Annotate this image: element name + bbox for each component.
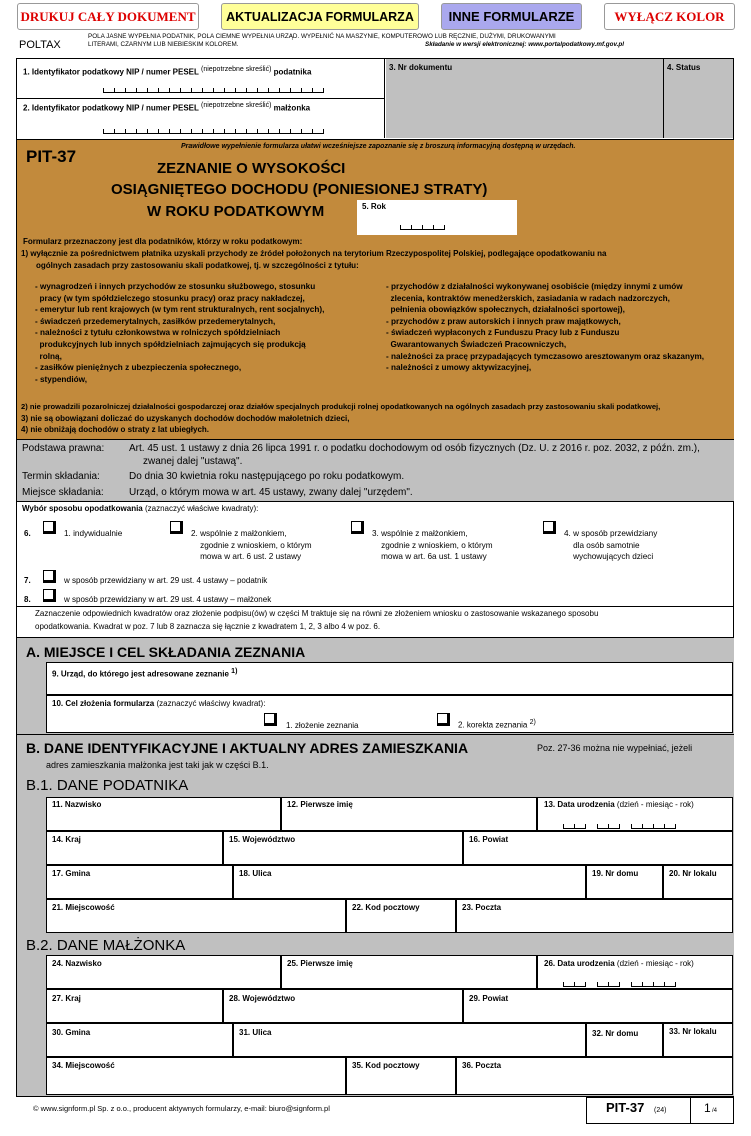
tax-opt-4-checkbox[interactable]	[543, 521, 556, 534]
basis-label: Podstawa prawna:	[22, 443, 105, 454]
pos7-label: 7.	[24, 576, 31, 585]
title-line-3: W ROKU PODATKOWYM	[147, 203, 325, 220]
deadline-label: Termin składania:	[22, 471, 100, 482]
field-9-label: 9. Urząd, do którego jest adresowane zeznanie $^{1)}$	[52, 668, 238, 679]
intro-line-3: 3) nie są obowiązani doliczać do uzyskanych dochodów dochodów małoletnich dzieci,	[21, 414, 350, 423]
field-3-label: 3. Nr dokumentu	[389, 63, 453, 72]
field-22-label: 22. Kod pocztowy	[352, 903, 420, 912]
spouse-street-field[interactable]	[233, 1023, 586, 1057]
intro-line-2: 2) nie prowadzili pozarolniczej działalności gospodarczej oraz działów specjalnych produkcji rolnej opodatkowanych na ogólnych zasadach przy zastosowaniu skali podatkowej,	[21, 402, 661, 411]
poltax-label: POLTAX	[19, 39, 61, 51]
fill-instructions-2: LITERAMI, CZARNYM LUB NIEBIESKIM KOLOREM.	[88, 41, 239, 48]
intro-line-0: Formularz przeznaczony jest dla podatników, którzy w roku podatkowym:	[23, 237, 303, 246]
section-b-note-2: adres zamieszkania małżonka jest taki jak w części B.1.	[46, 760, 269, 770]
section-a-title: A. MIEJSCE I CEL SKŁADANIA ZEZNANIA	[26, 644, 306, 660]
field-12-label: 12. Pierwsze imię	[287, 800, 353, 809]
color-off-button[interactable]: WYŁĄCZ KOLOR	[604, 3, 735, 30]
taxation-title: Wybór sposobu opodatkowania (zaznaczyć właściwe kwadraty):	[22, 504, 259, 513]
update-form-button[interactable]: AKTUALIZACJA FORMULARZA	[221, 3, 419, 30]
tax-opt-2-label: 2. wspólnie z małżonkiem, zgodnie z wnioskiem, o którym mowa w art. 6 ust. 2 ustawy	[191, 529, 312, 562]
footer-version: (24)	[654, 1107, 667, 1114]
purpose-opt-1-label: 1. złożenie zeznania	[286, 721, 359, 730]
dob-month[interactable]	[597, 824, 620, 829]
field-2-input[interactable]	[103, 129, 324, 134]
income-list-right: - przychodów z działalności wykonywanej osobiście (między innymi z umów zlecenia, kontraktów menedżerskich, zasiadania w radach nadzorczych, pełnienia obowiązków społecznych, działalności sportowej), - przychodów z praw autorskich i innych praw majątkowych, - świadczeń wypłaconych z Funduszu Pracy lub z Funduszu Gwarantowanych Świadczeń Pracowniczych, - należności za pracę przypadających tymczasowo aresztowanym oraz skazanym, - należności z umowy aktywizacyjnej,	[386, 282, 705, 373]
dob-day[interactable]	[563, 824, 586, 829]
place-label: Miejsce składania:	[22, 487, 104, 498]
footer-pages: /4	[712, 1108, 718, 1114]
field-34-label: 34. Miejscowość	[52, 1061, 115, 1070]
purpose-opt-1-checkbox[interactable]	[264, 713, 277, 726]
tax-opt-3-label: 3. wspólnie z małżonkiem, zgodnie z wnioskiem, o którym mowa w art. 6a ust. 1 ustawy	[372, 529, 493, 562]
tax-opt-3-checkbox[interactable]	[351, 521, 364, 534]
field-27-label: 27. Kraj	[52, 994, 81, 1003]
field-24-label: 24. Nazwisko	[52, 959, 102, 968]
field-29-label: 29. Powiat	[469, 994, 509, 1003]
tax-opt-8-label: w sposób przewidziany w art. 29 ust. 4 ustawy – małżonek	[64, 595, 272, 604]
dob-year[interactable]	[631, 824, 676, 829]
spouse-dob-month[interactable]	[597, 982, 620, 987]
spouse-dob-year[interactable]	[631, 982, 676, 987]
tax-opt-8-checkbox[interactable]	[43, 589, 56, 602]
b2-title: B.2. DANE MAŁŻONKA	[26, 937, 186, 954]
intro-line-4: 4) nie obniżają dochodów o straty z lat ubiegłych.	[21, 425, 210, 434]
field-28-label: 28. Województwo	[229, 994, 296, 1003]
purpose-opt-2-checkbox[interactable]	[437, 713, 450, 726]
section-b-note: Poz. 27-36 można nie wypełniać, jeżeli	[537, 743, 693, 753]
b1-title: B.1. DANE PODATNIKA	[26, 777, 189, 794]
street-field[interactable]	[233, 865, 586, 899]
spouse-dob-day[interactable]	[563, 982, 586, 987]
income-list-left: - wynagrodzeń i innych przychodów ze stosunku służbowego, stosunku pracy (w tym spółdzielczego stosunku pracy) oraz pracy nakładczej, - emerytur lub rent krajowych (w tym rent strukturalnych, rent socjalnych), - świadczeń przedemerytalnych, zasiłków przedemerytalnych, - należności z tytułu członkowstwa w rolniczych spółdzielniach produkcyjnych lub innych spółdzielniach zajmujących się produkcją rolną, - zasiłków pieniężnych z ubezpieczenia społecznego, - stypendiów,	[35, 282, 325, 384]
print-all-button[interactable]: DRUKUJ CAŁY DOKUMENT	[17, 3, 199, 30]
field-21-label: 21. Miejscowość	[52, 903, 115, 912]
field-15-label: 15. Województwo	[229, 835, 296, 844]
intro-line-1b: ogólnych zasadach przy zastosowaniu skali podatkowej, tj. w szczególności z tytułu:	[36, 261, 359, 270]
other-forms-button[interactable]: INNE FORMULARZE	[441, 3, 582, 30]
field-17-label: 17. Gmina	[52, 869, 91, 878]
tax-opt-1-checkbox[interactable]	[43, 521, 56, 534]
tax-opt-7-label: w sposób przewidziany w art. 29 ust. 4 ustawy – podatnik	[64, 576, 268, 585]
copyright: © www.signform.pl Sp. z o.o., producent aktywnych formularzy, e-mail: biuro@signform.pl	[33, 1104, 330, 1113]
taxation-note-2: opodatkowania. Kwadrat w poz. 7 lub 8 zaznacza się łącznie z kwadratem 1, 2, 3 albo 4 w poz. 6.	[35, 622, 381, 631]
field-18-label: 18. Ulica	[239, 869, 272, 878]
place-text: Urząd, o którym mowa w art. 45 ustawy, zwany dalej "urzędem".	[129, 487, 413, 498]
field-35-label: 35. Kod pocztowy	[352, 1061, 420, 1070]
field-19-label: 19. Nr domu	[592, 869, 639, 878]
field-23-label: 23. Poczta	[462, 903, 502, 912]
purpose-opt-2-label: 2. korekta zeznania $^{2)}$	[458, 719, 536, 730]
pos8-label: 8.	[24, 595, 31, 604]
tax-opt-4-label: 4. w sposób przewidziany dla osób samotnie wychowujących dzieci	[564, 529, 658, 562]
field-11-label: 11. Nazwisko	[52, 800, 102, 809]
tax-opt-1-label: 1. indywidualnie	[64, 529, 123, 538]
basis-text: Art. 45 ust. 1 ustawy z dnia 26 lipca 1991 r. o podatku dochodowym od osób fizycznych (Dz. U. z 2016 r. poz. 2032, z późn. zm.),	[129, 443, 700, 454]
title-line-1: ZEZNANIE O WYSOKOŚCI	[157, 160, 346, 177]
intro-line-1: 1) wyłącznie za pośrednictwem płatnika uzyskali przychody ze źródeł położonych na terytorium Rzeczypospolitej Polskiej, podlegające opodatkowaniu na	[21, 249, 607, 258]
fill-instructions: POLA JASNE WYPEŁNIA PODATNIK, POLA CIEMNE WYPEŁNIA URZĄD. WYPEŁNIĆ NA MASZYNIE, KOMPUTEROWO LUB RĘCZNIE, DUŻYMI, DRUKOWANYMI	[88, 33, 556, 40]
tax-opt-2-checkbox[interactable]	[170, 521, 183, 534]
field-4-label: 4. Status	[667, 63, 701, 72]
field-2-label: 2. Identyfikator podatkowy NIP / numer PESEL $^{(niepotrzebne skreślić)}$ małżonka	[23, 102, 311, 113]
title-line-2: OSIĄGNIĘTEGO DOCHODU (PONIESIONEJ STRATY)	[111, 181, 488, 198]
year-input[interactable]	[400, 225, 445, 230]
field-16-label: 16. Powiat	[469, 835, 509, 844]
field-26-label: 26. Data urodzenia (dzień - miesiąc - rok)	[544, 959, 694, 968]
form-code: PIT-37	[26, 147, 77, 166]
year-label: 5. Rok	[362, 202, 387, 211]
field-36-label: 36. Poczta	[462, 1061, 502, 1070]
electronic-filing-note: Składanie w wersji elektronicznej: www.portalpodatkowy.mf.gov.pl	[425, 41, 624, 48]
field-33-label: 33. Nr lokalu	[669, 1027, 717, 1036]
field-10-label: 10. Cel złożenia formularza (zaznaczyć właściwy kwadrat):	[52, 699, 266, 708]
tax-opt-7-checkbox[interactable]	[43, 570, 56, 583]
field-30-label: 30. Gmina	[52, 1028, 91, 1037]
pos6-label: 6.	[24, 529, 31, 538]
field-1-label: 1. Identyfikator podatkowy NIP / numer PESEL $^{(niepotrzebne skreślić)}$ podatnika	[23, 66, 312, 77]
field-20-label: 20. Nr lokalu	[669, 869, 717, 878]
field-13-label: 13. Data urodzenia (dzień - miesiąc - rok)	[544, 800, 694, 809]
taxation-note-1: Zaznaczenie odpowiednich kwadratów oraz złożenie podpisu(ów) w części M traktuje się na równi ze złożeniem wniosku o zastosowanie wskazanego sposobu	[35, 609, 599, 618]
footer-form-code: PIT-37	[606, 1100, 645, 1115]
field-14-label: 14. Kraj	[52, 835, 81, 844]
basis-text-2: zwanej dalej "ustawą".	[143, 456, 243, 467]
section-b-title: B. DANE IDENTYFIKACYJNE I AKTUALNY ADRES ZAMIESZKANIA	[26, 740, 469, 756]
field-32-label: 32. Nr domu	[592, 1029, 639, 1038]
footer-page: 1	[704, 1101, 711, 1115]
field-1-input[interactable]	[103, 88, 324, 93]
field-31-label: 31. Ulica	[239, 1028, 272, 1037]
advice-note: Prawidłowe wypełnienie formularza ułatwi wcześniejsze zapoznanie się z broszurą informacyjną dostępną w urzędach.	[181, 143, 576, 150]
field-25-label: 25. Pierwsze imię	[287, 959, 353, 968]
deadline-text: Do dnia 30 kwietnia roku następującego po roku podatkowym.	[129, 471, 405, 482]
